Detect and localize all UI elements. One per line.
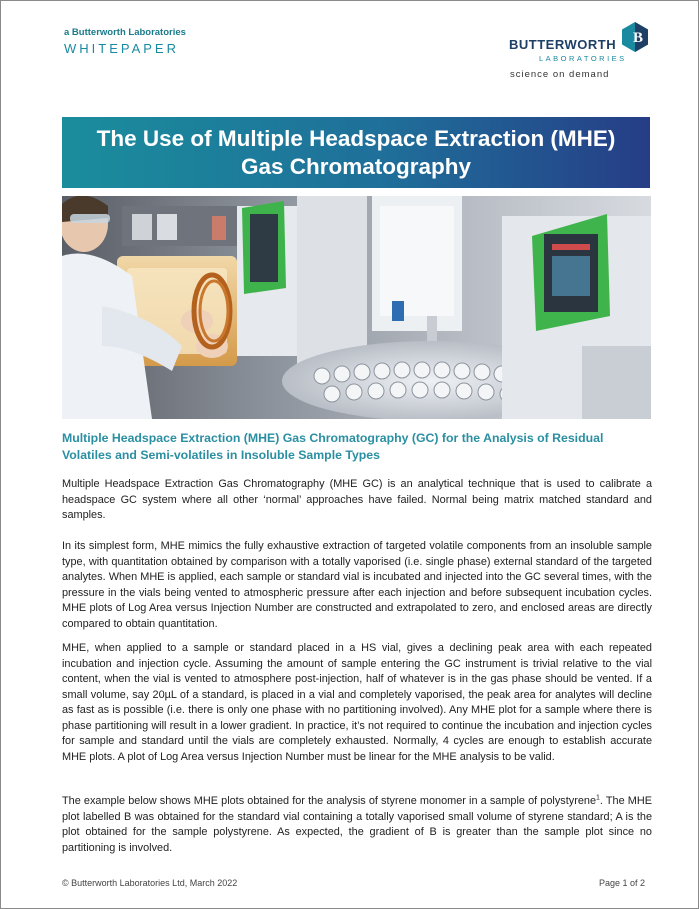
footer-copyright: © Butterworth Laboratories Ltd, March 2022 xyxy=(62,878,238,888)
brand-small-text: a Butterworth Laboratories xyxy=(64,27,186,38)
paragraph-4-text-b: . The MHE plot labelled B was obtained for the standard vial containing a totally vaporised small volume of styrene standard; A is the plot obtained for the sample polystyrene. As expected, the gradient of B is greater than the sample plot since no partitioning is involved. xyxy=(62,795,652,854)
logo-sub: LABORATORIES xyxy=(539,54,627,63)
doc-type-label: WHITEPAPER xyxy=(64,41,179,56)
body-paragraph-1: Multiple Headspace Extraction Gas Chromatography (MHE GC) is an analytical technique that is used to calibrate a headspace GC system where all other ‘normal’ approaches have failed. Normal being matrix matched standard and samples. xyxy=(62,478,652,521)
section-subtitle: Multiple Headspace Extraction (MHE) Gas Chromatography (GC) for the Analysis of Residual Volatiles and Semi-volatiles in Insoluble Sample Types xyxy=(62,431,604,462)
logo-name: BUTTERWORTH xyxy=(509,37,617,52)
title-line-2: Gas Chromatography xyxy=(240,153,472,179)
header-brand xyxy=(64,27,186,56)
title-banner xyxy=(62,117,650,188)
title-line-1: The Use of Multiple Headspace Extraction (MHE) xyxy=(96,125,616,151)
body-paragraph-4 xyxy=(62,794,652,856)
body-paragraph-2: In its simplest form, MHE mimics the fully exhaustive extraction of targeted volatile components from an insoluble sample type, with quantitation obtained by comparison with a totally vaporised (i.e. single phase) external standard of the targeted analytes. When MHE is applied, each sample or standard vial is incubated and injected into the GC several times, with the pressure in the vials being vented to atmospheric pressure after each injection and before subsequent incubation cycles. MHE plots of Log Area versus Injection Number are constructed and extrapolated to zero, and enclosed areas are directly compared to obtain quantitation. xyxy=(62,540,652,630)
lab-photo-illustration xyxy=(62,196,651,419)
footer-page-number: Page 1 of 2 xyxy=(599,878,646,888)
logo-mark-letter: B xyxy=(632,30,644,46)
body-paragraph-3: MHE, when applied to a sample or standard placed in a HS vial, gives a declining peak area with each repeated incubation and injection cycle. Assuming the amount of sample entering the GC instrument is trivial relative to the vial content, when the vial is vented to atmosphere post-injection, half of whatever is in the gas phase should be vented. If a small volume, say 20µL of a standard, is placed in a vial and completely vaporised, the peak area for analytes will decline as fast as is possible (i.e. there is only one phase with no partitioning involved). Any MHE plot for a sample where there is phase partitioning will result in a lower gradient. In practice, it’s not required to continue the incubation and injection cycles for sample and standard until the vials are completely exhausted. Normally, 4 cycles are enough to establish accurate MHE plots. A plot of Log Area versus Injection Number must be linear for the MHE analysis to be valid. xyxy=(62,642,652,763)
logo-tagline: science on demand xyxy=(510,69,610,80)
lab-photo xyxy=(62,196,651,419)
company-logo xyxy=(509,21,659,81)
paragraph-4-text-a: The example below shows MHE plots obtained for the analysis of styrene monomer in a sample of polystyrene xyxy=(62,795,597,807)
hexagon-logo-icon xyxy=(619,21,651,53)
footnote-marker[interactable]: 1 xyxy=(596,794,600,802)
